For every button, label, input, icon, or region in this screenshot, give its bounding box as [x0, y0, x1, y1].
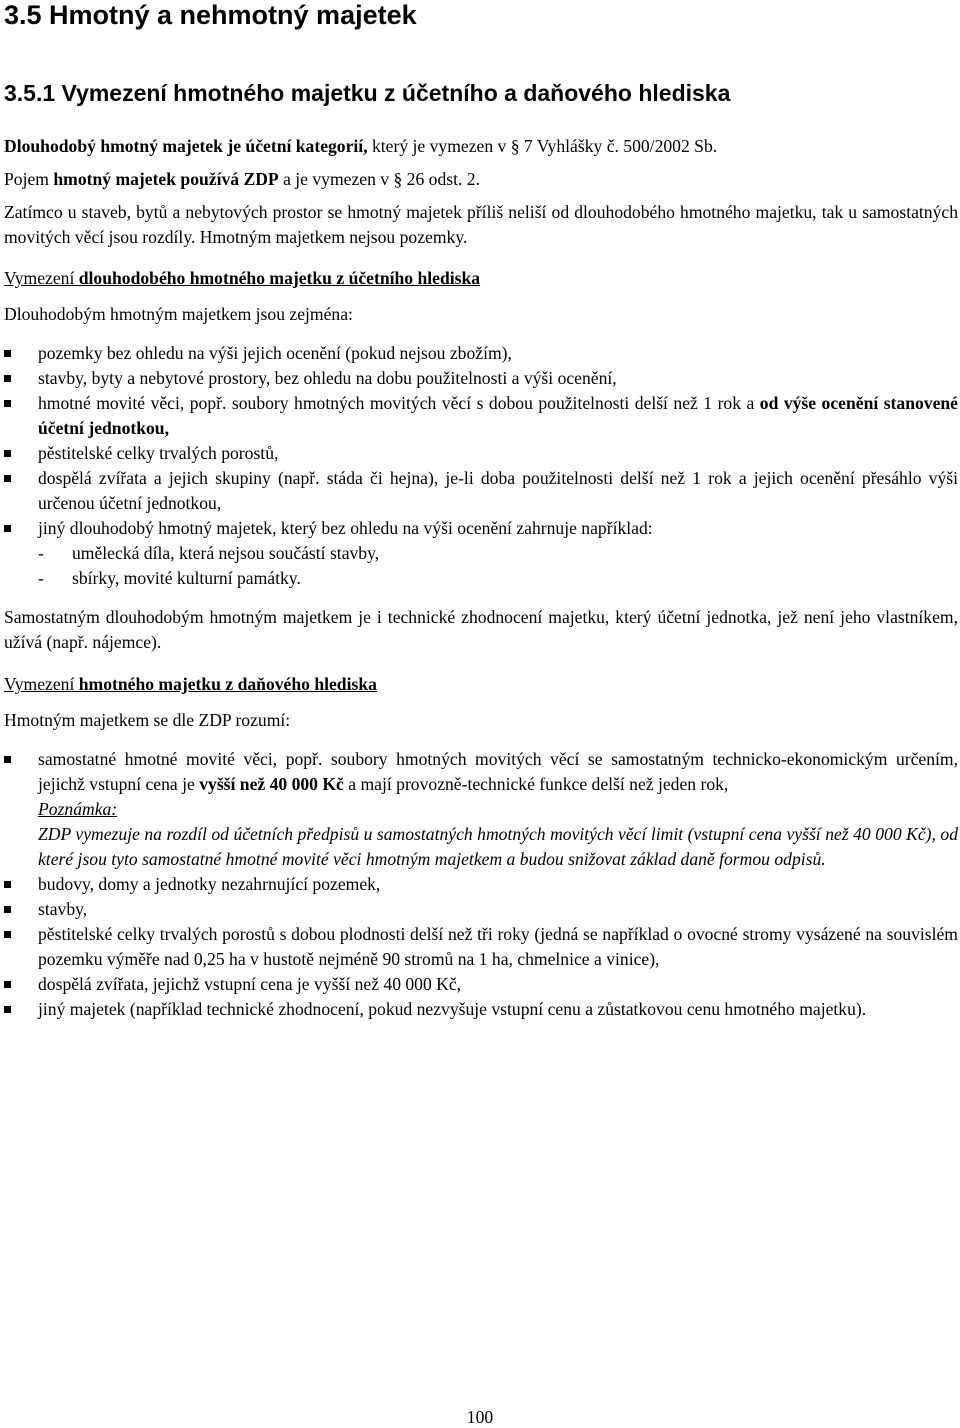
list-item — [4, 897, 958, 922]
list-item — [4, 441, 958, 466]
square-bullet-icon — [4, 1006, 11, 1013]
list-item — [4, 922, 958, 972]
section-heading: 3.5 Hmotný a nehmotný majetek — [4, 0, 417, 30]
section1-title-bold: dlouhodobého hmotného majetku z účetního hlediska — [78, 268, 481, 288]
square-bullet-icon — [4, 375, 11, 382]
intro-line-2-rest: a je vymezen v § 26 odst. 2. — [278, 169, 480, 189]
square-bullet-icon — [4, 350, 11, 357]
list-item — [4, 391, 958, 441]
square-bullet-icon — [4, 756, 11, 763]
dash-item-text: umělecká díla, která nejsou součástí stavby, — [72, 543, 380, 563]
intro-line-2 — [4, 167, 958, 192]
intro-line-2-pre: Pojem — [4, 169, 54, 189]
square-bullet-icon — [4, 400, 11, 407]
intro-line-1 — [4, 134, 958, 159]
square-bullet-icon — [4, 931, 11, 938]
dash-item — [4, 541, 958, 566]
note-label: Poznámka: — [38, 799, 118, 819]
intro-line-1-bold: Dlouhodobý hmotný majetek je účetní kategorií, — [4, 136, 368, 156]
list-item-text: dospělá zvířata, jejichž vstupní cena je vyšší než 40 000 Kč, — [38, 974, 462, 994]
list-item-text: budovy, domy a jednotky nezahrnující pozemek, — [38, 874, 381, 894]
list-item — [4, 516, 958, 541]
section2-title — [4, 672, 958, 697]
subsection-heading: 3.5.1 Vymezení hmotného majetku z účetního a daňového hlediska — [4, 80, 731, 106]
square-bullet-icon — [4, 450, 11, 457]
list-item — [4, 872, 958, 897]
list-item-text: jiný majetek (například technické zhodnocení, pokud nezvyšuje vstupní cenu a zůstatkovou cenu hmotného majetku). — [38, 999, 867, 1019]
list-item-text: hmotné movité věci, popř. soubory hmotných movitých věcí s dobou použitelnosti delší než 1 rok a — [38, 393, 760, 413]
section1-title-pre: Vymezení — [4, 268, 79, 288]
section2-bullet-list — [4, 747, 958, 1022]
section1-lead: Dlouhodobým hmotným majetkem jsou zejména: — [4, 304, 353, 324]
list-item-text: jiný dlouhodobý hmotný majetek, který bez ohledu na výši ocenění zahrnuje například: — [38, 518, 653, 538]
list-item — [4, 997, 958, 1022]
section2-lead: Hmotným majetkem se dle ZDP rozumí: — [4, 710, 291, 730]
dash-bullet: - — [38, 543, 44, 563]
dash-item-text: sbírky, movité kulturní památky. — [72, 568, 301, 588]
square-bullet-icon — [4, 525, 11, 532]
square-bullet-icon — [4, 981, 11, 988]
section1-bullet-list — [4, 341, 958, 541]
list-item-bold: vyšší než 40 000 Kč — [199, 774, 344, 794]
section2-title-bold: hmotného majetku z daňového hlediska — [78, 674, 377, 694]
list-item-text: pozemky bez ohledu na výši jejich ocenění (pokud nejsou zbožím), — [38, 343, 512, 363]
list-item-text: stavby, — [38, 899, 88, 919]
list-item — [4, 466, 958, 516]
list-item — [4, 747, 958, 872]
intro-paragraph: Zatímco u staveb, bytů a nebytových prostor se hmotný majetek příliš neliší od dlouhodobého hmotného majetku, tak u samostatných movitých věcí jsou rozdíly. Hmotným majetkem nejsou pozemky. — [4, 202, 958, 247]
list-item — [4, 366, 958, 391]
square-bullet-icon — [4, 881, 11, 888]
page-number: 100 — [466, 1407, 494, 1427]
square-bullet-icon — [4, 906, 11, 913]
list-item-text-rest: a mají provozně-technické funkce delší než jeden rok, — [343, 774, 729, 794]
section2-title-pre: Vymezení — [4, 674, 79, 694]
section1-closing: Samostatným dlouhodobým hmotným majetkem je i technické zhodnocení majetku, který účetní jednotka, jež není jeho vlastníkem, užívá (např. nájemce). — [4, 607, 958, 652]
dash-item — [4, 566, 958, 591]
list-item-text: samostatné hmotné movité věci, popř. soubory hmotných movitých věcí se samostatným technicko-ekonomickým určením, jejichž vstupní cena je — [38, 749, 958, 794]
intro-line-2-bold: hmotný majetek používá ZDP — [53, 169, 279, 189]
document-body — [4, 134, 958, 1022]
list-item — [4, 972, 958, 997]
note-text: ZDP vymezuje na rozdíl od účetních předpisů u samostatných hmotných movitých věcí limit (vstupní cena vyšší než 40 000 Kč), od které jsou tyto samostatné hmotné movité věci hmotným majetkem a budou snižovat základ daně formou odpisů. — [38, 824, 958, 869]
intro-line-1-rest: který je vymezen v § 7 Vyhlášky č. 500/2002 Sb. — [367, 136, 718, 156]
square-bullet-icon — [4, 475, 11, 482]
list-item-text: stavby, byty a nebytové prostory, bez ohledu na dobu použitelnosti a výši ocenění, — [38, 368, 617, 388]
list-item-text: dospělá zvířata a jejich skupiny (např. stáda či hejna), je-li doba použitelnosti delší než 1 rok a jejich ocenění přesáhlo výši určenou účetní jednotkou, — [38, 468, 958, 513]
list-item-bold: od výše ocenění stanovené účetní jednotkou, — [38, 393, 958, 438]
section1-title — [4, 266, 958, 291]
list-item-text: pěstitelské celky trvalých porostů, — [38, 443, 279, 463]
dash-bullet: - — [38, 568, 44, 588]
list-item — [4, 341, 958, 366]
list-item-text: pěstitelské celky trvalých porostů s dobou plodnosti delší než tři roky (jedná se například o ovocné stromy vysázené na souvislém pozemku výměře nad 0,25 ha v hustotě nejméně 90 stromů na 1 ha, chmelnice a vinice), — [38, 924, 958, 969]
